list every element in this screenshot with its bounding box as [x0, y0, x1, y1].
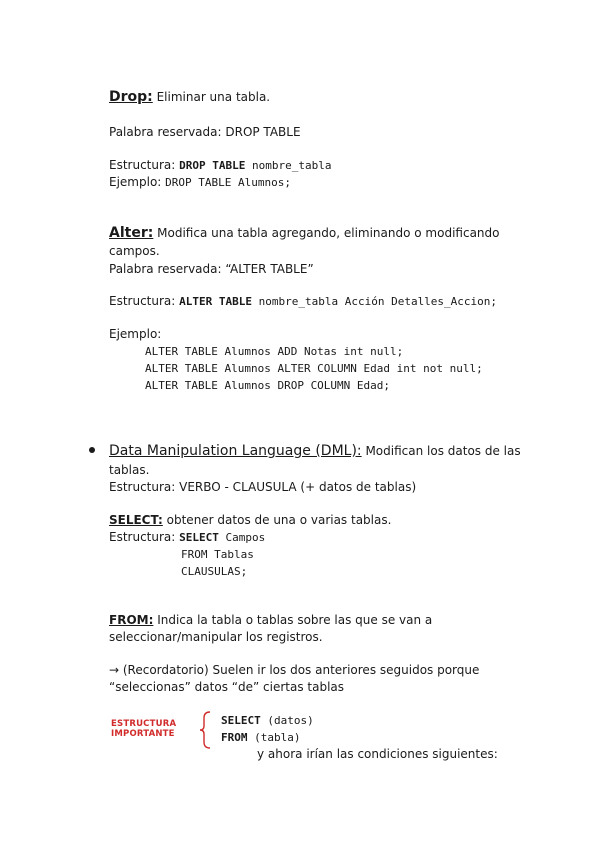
dml-description: Modifican los datos de las: [361, 444, 521, 458]
important-from-rest: (tabla): [247, 731, 301, 744]
select-clauses-line: CLAUSULAS;: [181, 565, 248, 578]
reminder-note-cont: “seleccionas” datos “de” ciertas tablas: [109, 680, 345, 694]
important-select-line: [221, 712, 314, 729]
dml-title: Data Manipulation Language (DML):: [109, 443, 362, 459]
drop-structure-label: Estructura:: [109, 158, 180, 172]
from-heading-line: [109, 612, 432, 629]
drop-structure-keyword: DROP TABLE: [179, 159, 246, 172]
alter-description-cont: campos.: [109, 244, 160, 258]
important-stamp: [111, 719, 185, 739]
alter-structure-keyword: ALTER TABLE: [179, 295, 252, 308]
alter-description: Modifica una tabla agregando, eliminando o modificando: [153, 226, 500, 240]
curly-brace-icon: [199, 711, 213, 749]
drop-structure-rest: nombre_tabla: [245, 159, 332, 172]
bullet-icon: [89, 447, 95, 453]
alter-structure-rest: nombre_tabla Acción Detalles_Accion;: [252, 295, 498, 308]
drop-example: [109, 174, 291, 191]
from-heading: FROM:: [109, 613, 154, 627]
select-heading: SELECT:: [109, 513, 163, 527]
drop-heading: Drop:: [109, 89, 153, 105]
select-description: obtener datos de una o varias tablas.: [162, 513, 392, 527]
select-structure: [109, 529, 265, 546]
from-description: Indica la tabla o tablas sobre las que se van a: [153, 613, 433, 627]
dml-heading-line: [109, 443, 521, 460]
important-conditions-note: y ahora irían las condiciones siguientes:: [257, 747, 498, 761]
alter-example-line: ALTER TABLE Alumnos ADD Notas int null;: [145, 345, 404, 358]
drop-description: Eliminar una tabla.: [152, 90, 271, 104]
stamp-line: ESTRUCTURA: [111, 719, 177, 729]
important-select-keyword: SELECT: [221, 714, 261, 727]
stamp-line: IMPORTANTE: [111, 729, 175, 739]
alter-heading: Alter:: [109, 225, 154, 241]
alter-structure: [109, 293, 497, 310]
important-select-rest: (datos): [260, 714, 314, 727]
dml-description-cont: tablas.: [109, 463, 150, 477]
alter-heading-line: [109, 225, 499, 242]
drop-reserved-word: Palabra reservada: DROP TABLE: [109, 125, 301, 139]
drop-example-label: Ejemplo:: [109, 175, 166, 189]
select-structure-label: Estructura:: [109, 530, 180, 544]
alter-example-label: Ejemplo:: [109, 327, 162, 341]
alter-reserved-word: Palabra reservada: “ALTER TABLE”: [109, 262, 314, 276]
alter-example-line: ALTER TABLE Alumnos ALTER COLUMN Edad int not null;: [145, 362, 483, 375]
reminder-note: → (Recordatorio) Suelen ir los dos anteriores seguidos porque: [109, 663, 480, 677]
from-description-cont: seleccionar/manipular los registros.: [109, 630, 323, 644]
important-from-keyword: FROM: [221, 731, 248, 744]
drop-heading-line: [109, 89, 270, 106]
select-heading-line: [109, 512, 391, 529]
select-fields: Campos: [218, 531, 266, 544]
select-from-line: FROM Tablas: [181, 548, 254, 561]
select-keyword: SELECT: [179, 531, 219, 544]
important-from-line: [221, 729, 300, 746]
dml-structure: Estructura: VERBO - CLAUSULA (+ datos de tablas): [109, 480, 417, 494]
drop-structure: [109, 157, 331, 174]
alter-structure-label: Estructura:: [109, 294, 180, 308]
alter-example-line: ALTER TABLE Alumnos DROP COLUMN Edad;: [145, 379, 391, 392]
drop-example-code: DROP TABLE Alumnos;: [165, 176, 291, 189]
